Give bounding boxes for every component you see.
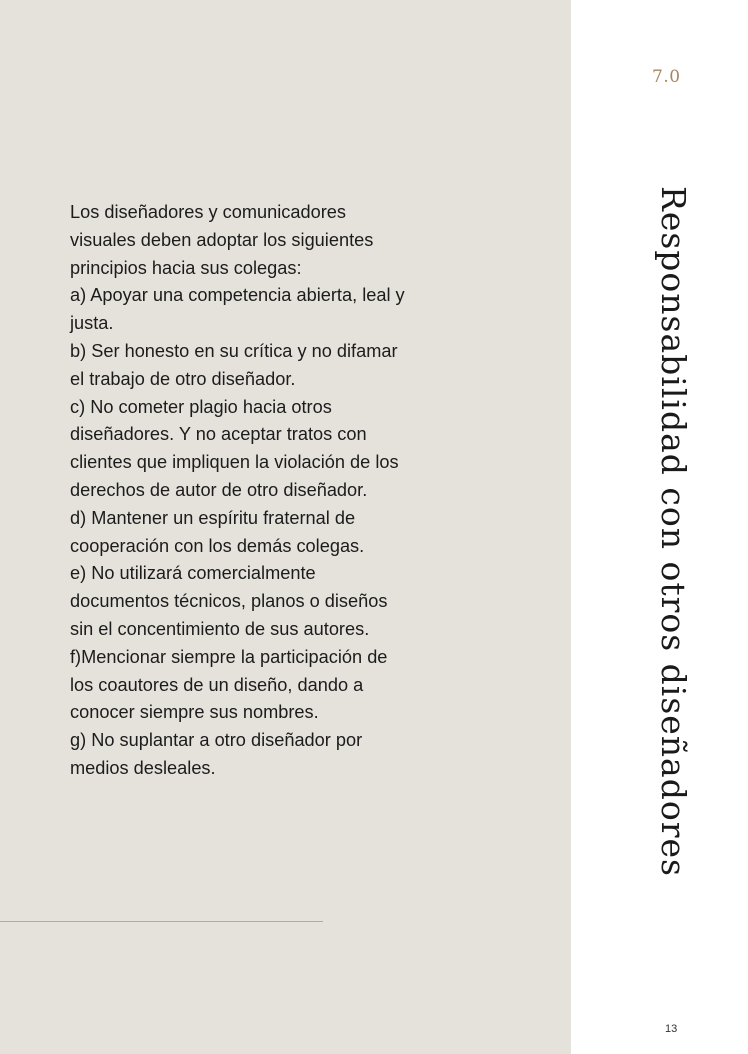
section-title: Responsabilidad con otros diseñadores bbox=[654, 186, 693, 877]
principle-f: f)Mencionar siempre la participación de los coautores de un diseño, dando a conocer siempre sus nombres. bbox=[70, 646, 388, 723]
principle-d: d) Mantener un espíritu fraternal de cooperación con los demás colegas. bbox=[70, 507, 365, 556]
body-text bbox=[70, 199, 410, 783]
principle-e: e) No utilizará comercialmente documentos técnicos, planos o diseños sin el concentimiento de sus autores. bbox=[70, 563, 388, 639]
principle-c: c) No cometer plagio hacia otros diseñadores. Y no aceptar tratos con clientes que impliquen la violación de los derechos de autor de otro diseñador. bbox=[70, 396, 399, 500]
principle-a: a) Apoyar una competencia abierta, leal y justa. bbox=[70, 285, 405, 334]
accent-divider-line bbox=[0, 921, 323, 922]
page-number: 13 bbox=[665, 1023, 678, 1035]
intro-paragraph: Los diseñadores y comunicadores visuales deben adoptar los siguientes principios hacia sus colegas: bbox=[70, 202, 374, 278]
principle-b: b) Ser honesto en su crítica y no difamar el trabajo de otro diseñador. bbox=[70, 340, 398, 389]
principle-g: g) No suplantar a otro diseñador por medios desleales. bbox=[70, 730, 363, 778]
section-number: 7.0 bbox=[652, 67, 681, 87]
